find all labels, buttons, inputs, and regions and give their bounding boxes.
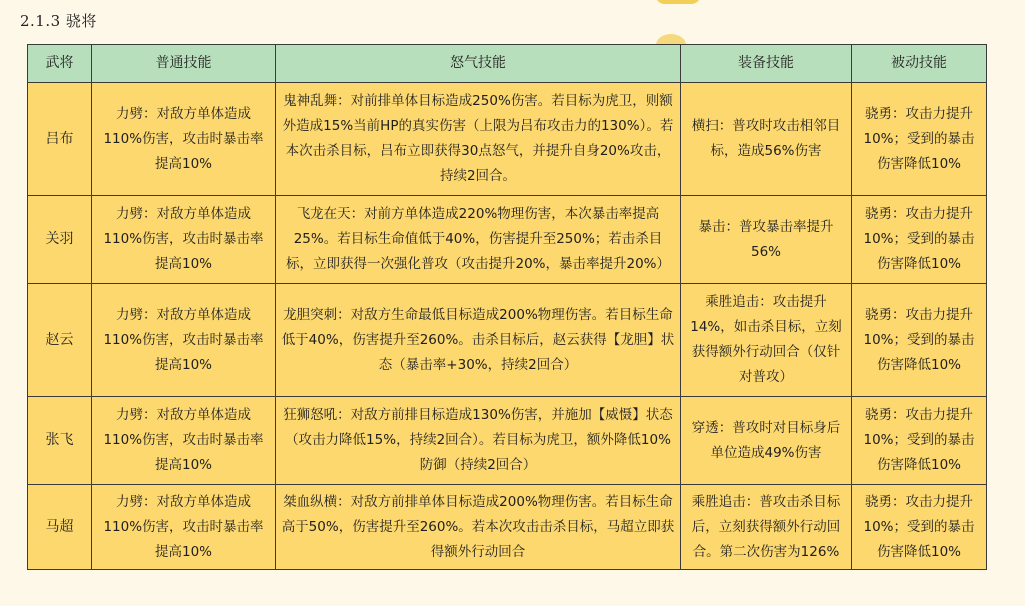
normal-skill-cell: 力劈：对敌方单体造成110%伤害，攻击时暴击率提高10% [92,485,276,570]
equipment-skill-cell: 暴击：普攻暴击率提升56% [681,196,852,284]
header-rage-skill: 怒气技能 [276,45,681,83]
general-name: 张飞 [28,397,92,485]
table-row [28,284,987,397]
section-title: 2.1.3 骁将 [20,12,97,30]
general-name: 关羽 [28,196,92,284]
table-row [28,397,987,485]
rage-skill-cell: 狂狮怒吼：对敌方前排目标造成130%伤害，并施加【威慑】状态（攻击力降低15%，持续2回合）。若目标为虎卫，额外降低10%防御（持续2回合） [276,397,681,485]
header-normal-skill: 普通技能 [92,45,276,83]
equipment-skill-cell: 穿透：普攻时对目标身后单位造成49%伤害 [681,397,852,485]
passive-skill-cell: 骁勇：攻击力提升10%；受到的暴击伤害降低10% [852,284,987,397]
header-equipment-skill: 装备技能 [681,45,852,83]
table-row [28,485,987,570]
normal-skill-cell: 力劈：对敌方单体造成110%伤害，攻击时暴击率提高10% [92,284,276,397]
table-row [28,196,987,284]
rage-skill-cell: 桀血纵横：对敌方前排单体目标造成200%物理伤害。若目标生命高于50%，伤害提升至260%。若本次攻击击杀目标，马超立即获得额外行动回合 [276,485,681,570]
normal-skill-cell: 力劈：对敌方单体造成110%伤害，攻击时暴击率提高10% [92,196,276,284]
general-name: 马超 [28,485,92,570]
rage-skill-cell: 鬼神乱舞：对前排单体目标造成250%伤害。若目标为虎卫，则额外造成15%当前HP的真实伤害（上限为吕布攻击力的130%）。若本次击杀目标，吕布立即获得30点怒气，并提升自身20%攻击，持续2回合。 [276,83,681,196]
rage-skill-cell: 龙胆突刺：对敌方生命最低目标造成200%物理伤害。若目标生命低于40%，伤害提升至260%。击杀目标后，赵云获得【龙胆】状态（暴击率+30%，持续2回合） [276,284,681,397]
table-header-row [28,45,987,83]
general-name: 吕布 [28,83,92,196]
passive-skill-cell: 骁勇：攻击力提升10%；受到的暴击伤害降低10% [852,83,987,196]
normal-skill-cell: 力劈：对敌方单体造成110%伤害，攻击时暴击率提高10% [92,83,276,196]
equipment-skill-cell: 乘胜追击：攻击提升14%，如击杀目标，立刻获得额外行动回合（仅针对普攻） [681,284,852,397]
passive-skill-cell: 骁勇：攻击力提升10%；受到的暴击伤害降低10% [852,196,987,284]
equipment-skill-cell: 乘胜追击：普攻击杀目标后，立刻获得额外行动回合。第二次伤害为126% [681,485,852,570]
header-passive-skill: 被动技能 [852,45,987,83]
normal-skill-cell: 力劈：对敌方单体造成110%伤害，攻击时暴击率提高10% [92,397,276,485]
passive-skill-cell: 骁勇：攻击力提升10%；受到的暴击伤害降低10% [852,485,987,570]
equipment-skill-cell: 横扫：普攻时攻击相邻目标，造成56%伤害 [681,83,852,196]
general-name: 赵云 [28,284,92,397]
header-general: 武将 [28,45,92,83]
skills-table [27,44,987,570]
passive-skill-cell: 骁勇：攻击力提升10%；受到的暴击伤害降低10% [852,397,987,485]
table-row [28,83,987,196]
rage-skill-cell: 飞龙在天：对前方单体造成220%物理伤害，本次暴击率提高25%。若目标生命值低于40%，伤害提升至250%；若击杀目标，立即获得一次强化普攻（攻击提升20%，暴击率提升20%） [276,196,681,284]
decorative-shape [655,0,701,4]
